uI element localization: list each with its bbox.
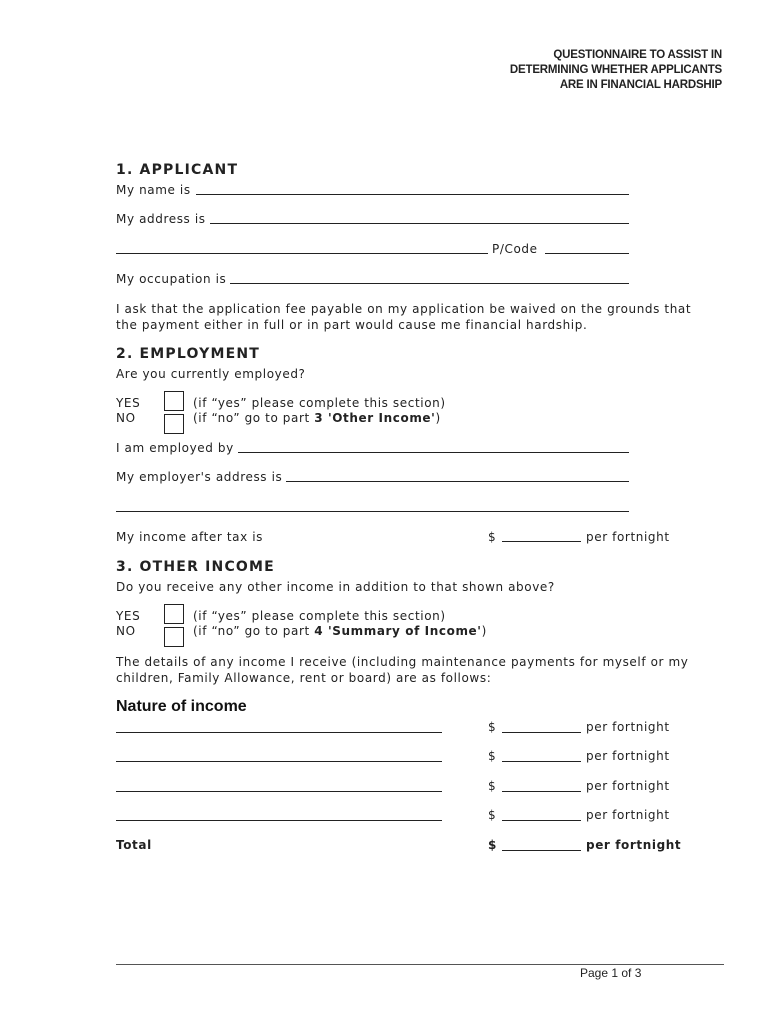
other-income-no-checkbox[interactable]: [164, 627, 184, 647]
employment-no-label: NO: [116, 411, 136, 425]
document-header: [462, 48, 722, 93]
employment-no-note: (if “no” go to part 3 'Other Income'): [193, 411, 441, 425]
employment-yes-label: YES: [116, 396, 141, 410]
income-nature-field-4[interactable]: [116, 820, 442, 821]
income-nature-field-3[interactable]: [116, 791, 442, 792]
occupation-label: My occupation is: [116, 272, 227, 286]
employment-no-checkbox[interactable]: [164, 414, 184, 434]
header-line-3: ARE IN FINANCIAL HARDSHIP: [559, 79, 722, 91]
income-row-currency: $: [488, 808, 497, 822]
income-row-period: per fortnight: [586, 779, 670, 793]
other-income-yes-checkbox[interactable]: [164, 604, 184, 624]
page-number: Page 1 of 3: [580, 966, 642, 980]
section-heading-employment: 2. EMPLOYMENT: [116, 346, 261, 362]
address-label: My address is: [116, 212, 206, 226]
other-income-question: Do you receive any other income in addition to that shown above?: [116, 580, 555, 594]
employer-field[interactable]: [238, 452, 629, 453]
income-amount-field-1[interactable]: [502, 732, 581, 733]
income-row-currency: $: [488, 749, 497, 763]
address-field[interactable]: [210, 223, 629, 224]
name-field[interactable]: [196, 194, 629, 195]
employment-question: Are you currently employed?: [116, 367, 306, 381]
income-amount-field-4[interactable]: [502, 820, 581, 821]
name-label: My name is: [116, 183, 191, 197]
income-row-currency: $: [488, 720, 497, 734]
employer-label: I am employed by: [116, 441, 234, 455]
employer-address-label: My employer's address is: [116, 470, 283, 484]
postcode-field[interactable]: [545, 253, 629, 254]
section-heading-other-income: 3. OTHER INCOME: [116, 559, 275, 575]
income-period: per fortnight: [586, 530, 670, 544]
income-currency: $: [488, 530, 497, 544]
other-income-no-label: NO: [116, 624, 136, 638]
postcode-label: P/Code: [492, 242, 538, 256]
employment-yes-checkbox[interactable]: [164, 391, 184, 411]
total-period: per fortnight: [586, 838, 682, 852]
income-nature-field-2[interactable]: [116, 761, 442, 762]
income-row-period: per fortnight: [586, 720, 670, 734]
other-income-no-note: (if “no” go to part 4 'Summary of Income'): [193, 624, 487, 638]
fee-waiver-request-text: I ask that the application fee payable on my application be waived on the grounds that the payment either in full or in part would cause me financial hardship.: [116, 302, 692, 332]
income-nature-field-1[interactable]: [116, 732, 442, 733]
total-amount-field[interactable]: [502, 850, 581, 851]
income-details-text: The details of any income I receive (including maintenance payments for myself or my children, Family Allowance, rent or board) are as follows:: [116, 655, 689, 685]
header-line-2: DETERMINING WHETHER APPLICANTS: [509, 64, 722, 76]
total-label: Total: [116, 838, 152, 852]
other-income-yes-note: (if “yes” please complete this section): [193, 609, 446, 623]
address-line-2-field[interactable]: [116, 253, 488, 254]
income-row-currency: $: [488, 779, 497, 793]
income-amount-field-2[interactable]: [502, 761, 581, 762]
footer-divider: [116, 964, 724, 965]
income-after-tax-field[interactable]: [502, 541, 581, 542]
section-heading-applicant: 1. APPLICANT: [116, 162, 239, 178]
employment-yes-note: (if “yes” please complete this section): [193, 396, 446, 410]
other-income-yes-label: YES: [116, 609, 141, 623]
nature-of-income-heading: Nature of income: [116, 698, 247, 715]
employer-address-field[interactable]: [286, 481, 629, 482]
total-currency: $: [488, 838, 497, 852]
employer-address-line-2-field[interactable]: [116, 511, 629, 512]
income-after-tax-label: My income after tax is: [116, 530, 263, 544]
income-row-period: per fortnight: [586, 808, 670, 822]
income-row-period: per fortnight: [586, 749, 670, 763]
occupation-field[interactable]: [230, 283, 629, 284]
income-amount-field-3[interactable]: [502, 791, 581, 792]
header-line-1: QUESTIONNAIRE TO ASSIST IN: [553, 49, 722, 61]
